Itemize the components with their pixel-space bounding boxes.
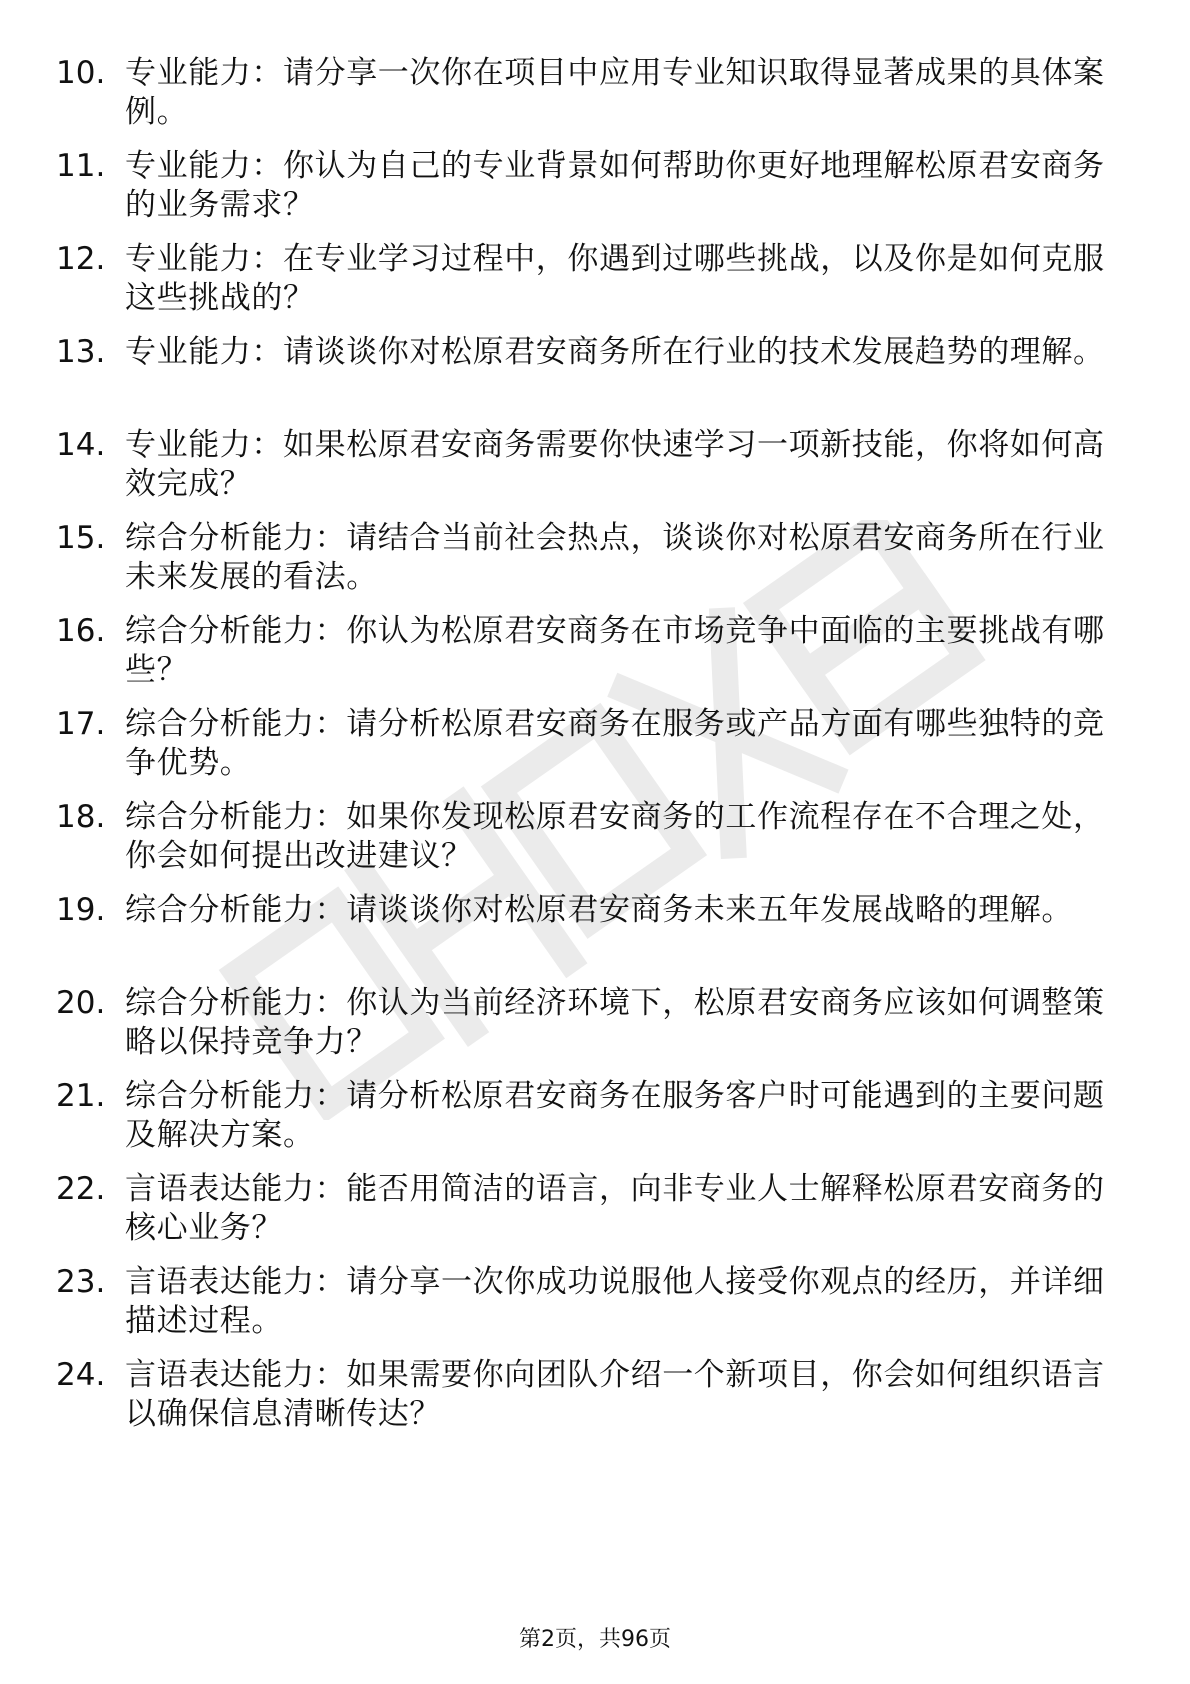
- question-text: 专业能力：请谈谈你对松原君安商务所在行业的技术发展趋势的理解。: [125, 334, 1105, 370]
- list-item: [0, 1077, 1190, 1167]
- list-item: [0, 147, 1190, 237]
- question-number: 24.: [56, 1357, 106, 1393]
- question-text: 综合分析能力：请谈谈你对松原君安商务未来五年发展战略的理解。: [125, 892, 1073, 928]
- list-item: [0, 612, 1190, 702]
- question-text: 综合分析能力：请分析松原君安商务在服务或产品方面有哪些独特的竞争优势。: [125, 706, 1105, 781]
- page-number-footer: 第2页，共96页: [519, 1627, 671, 1652]
- list-item: [0, 891, 1190, 981]
- question-number: 14.: [56, 427, 106, 463]
- question-text: 综合分析能力：如果你发现松原君安商务的工作流程存在不合理之处，你会如何提出改进建议？: [125, 799, 1105, 874]
- question-number: 11.: [56, 148, 106, 184]
- list-item: [0, 1356, 1190, 1446]
- question-number: 20.: [56, 985, 106, 1021]
- question-number: 23.: [56, 1264, 106, 1300]
- question-number: 19.: [56, 892, 106, 928]
- question-number: 15.: [56, 520, 106, 556]
- list-item: [0, 240, 1190, 330]
- question-number: 13.: [56, 334, 106, 370]
- list-item: [0, 333, 1190, 423]
- question-number: 21.: [56, 1078, 106, 1114]
- question-text: 综合分析能力：你认为松原君安商务在市场竞争中面临的主要挑战有哪些？: [125, 613, 1105, 688]
- question-text: 专业能力：在专业学习过程中，你遇到过哪些挑战，以及你是如何克服这些挑战的？: [125, 241, 1105, 316]
- list-item: [0, 984, 1190, 1074]
- question-text: 综合分析能力：你认为当前经济环境下，松原君安商务应该如何调整策略以保持竞争力？: [125, 985, 1105, 1060]
- list-item: [0, 519, 1190, 609]
- question-number: 16.: [56, 613, 106, 649]
- question-number: 18.: [56, 799, 106, 835]
- list-item: [0, 54, 1190, 144]
- question-text: 言语表达能力：能否用简洁的语言，向非专业人士解释松原君安商务的核心业务？: [125, 1171, 1105, 1246]
- question-text: 专业能力：请分享一次你在项目中应用专业知识取得显著成果的具体案例。: [125, 55, 1105, 130]
- question-number: 17.: [56, 706, 106, 742]
- list-item: [0, 1170, 1190, 1260]
- question-number: 22.: [56, 1171, 106, 1207]
- question-text: 言语表达能力：如果需要你向团队介绍一个新项目，你会如何组织语言以确保信息清晰传达？: [125, 1357, 1105, 1432]
- question-text: 专业能力：如果松原君安商务需要你快速学习一项新技能，你将如何高效完成？: [125, 427, 1105, 502]
- question-text: 综合分析能力：请分析松原君安商务在服务客户时可能遇到的主要问题及解决方案。: [125, 1078, 1105, 1153]
- question-text: 综合分析能力：请结合当前社会热点，谈谈你对松原君安商务所在行业未来发展的看法。: [125, 520, 1105, 595]
- question-text: 言语表达能力：请分享一次你成功说服他人接受你观点的经历，并详细描述过程。: [125, 1264, 1105, 1339]
- question-text: 专业能力：你认为自己的专业背景如何帮助你更好地理解松原君安商务的业务需求？: [125, 148, 1105, 223]
- list-item: [0, 798, 1190, 888]
- list-item: [0, 1263, 1190, 1353]
- list-item: [0, 705, 1190, 795]
- question-number: 12.: [56, 241, 106, 277]
- question-number: 10.: [56, 55, 106, 91]
- list-item: [0, 426, 1190, 516]
